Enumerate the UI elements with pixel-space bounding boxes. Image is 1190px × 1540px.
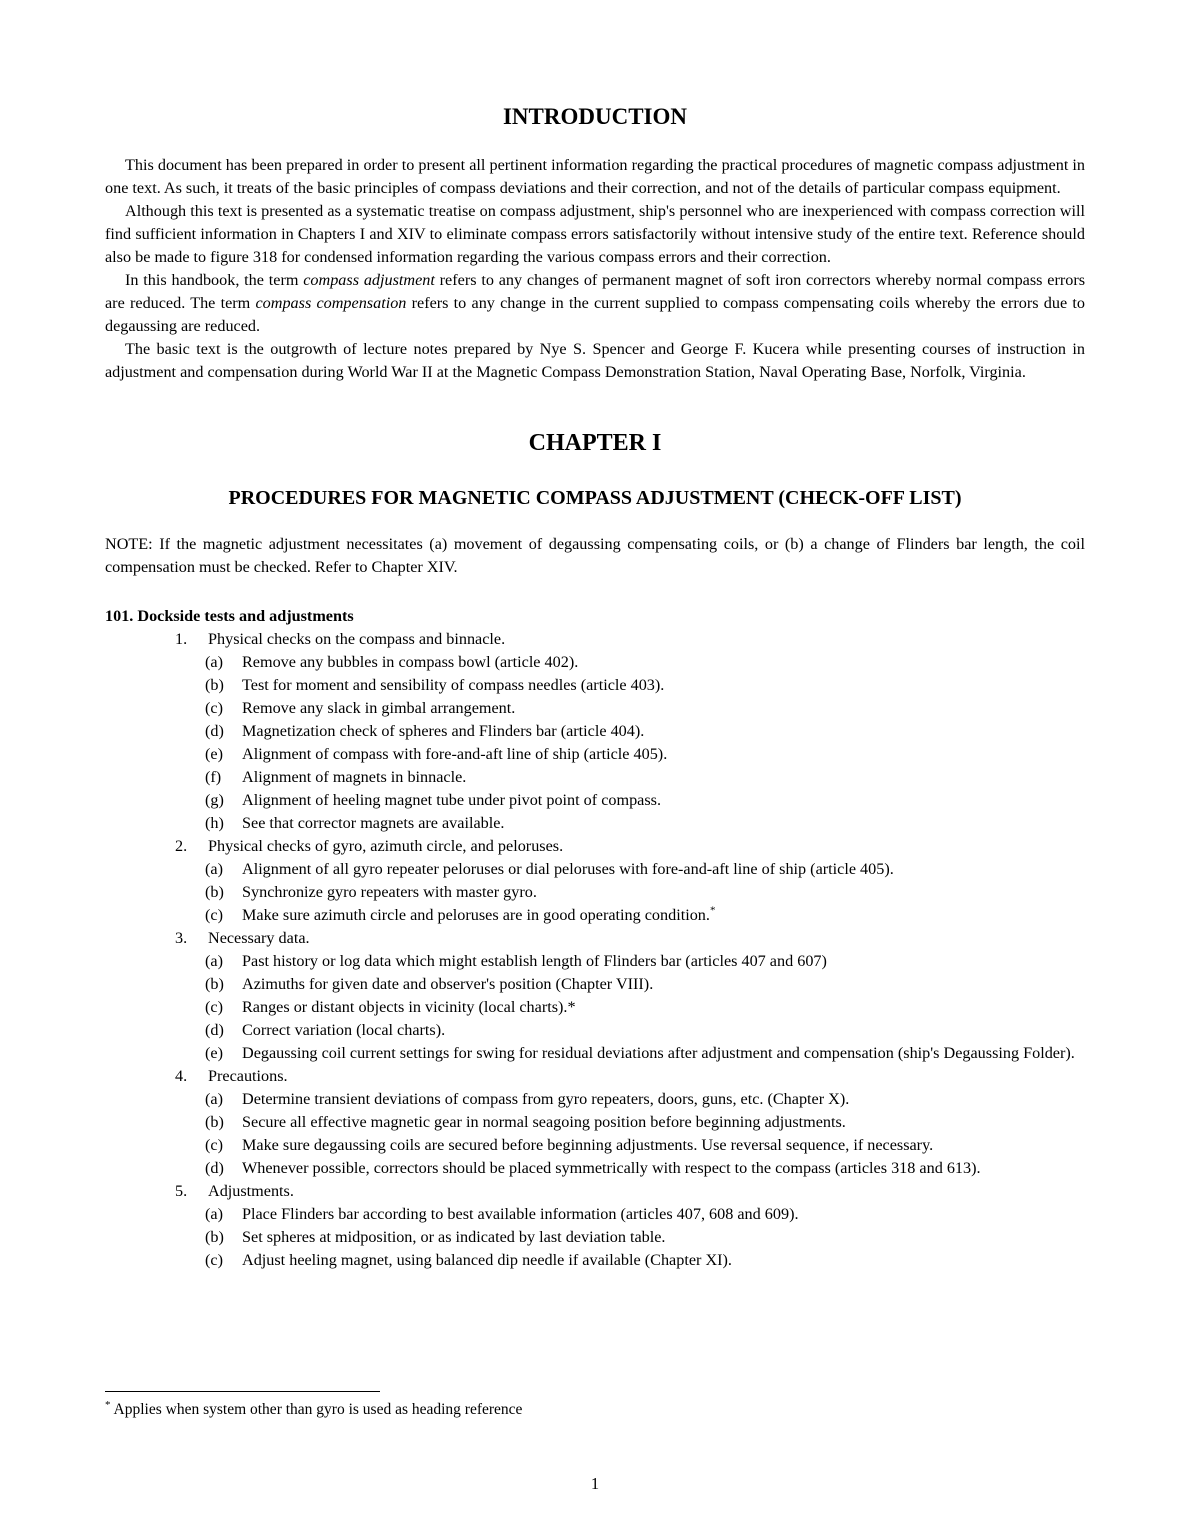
- checklist-subitem-text: Secure all effective magnetic gear in normal seagoing position before beginning adjustments.: [242, 1113, 846, 1131]
- checklist-item: [105, 835, 1085, 858]
- checklist-subitem-text: Set spheres at midposition, or as indicated by last deviation table.: [242, 1228, 666, 1246]
- paragraph-text: refers to any change in the current supplied to compass compensating coils whereby the errors due to degaussing are reduced.: [105, 294, 1085, 335]
- paragraph-text: Although this text is presented as a systematic treatise on compass adjustment, ship's personnel who are inexperienced with compass correction will find sufficient information in Chapters I and XIV to eliminate compass errors satisfactorily without intensive study of the entire text. Reference should also be made to figure 318 for condensed information regarding the various compass errors and their correction.: [105, 202, 1085, 266]
- checklist-subitem-text: Synchronize gyro repeaters with master gyro.: [242, 883, 537, 901]
- checklist-item-label: Physical checks on the compass and binnacle.: [208, 630, 506, 648]
- intro-paragraph: [105, 200, 1085, 269]
- intro-paragraph: [105, 338, 1085, 384]
- chapter-title: CHAPTER I: [528, 430, 662, 456]
- footnote-text: Applies when system other than gyro is used as heading reference: [113, 1401, 523, 1418]
- footnote: [105, 1398, 1085, 1419]
- page-number: 1: [590, 1474, 600, 1493]
- checklist-subitem: [105, 1019, 1085, 1042]
- checklist-subitem: [105, 1042, 1085, 1065]
- checklist-subitem-letter: (a): [205, 1090, 223, 1108]
- checklist-subitem-letter: (b): [205, 883, 224, 901]
- checklist-subitem-text: Magnetization check of spheres and Flinders bar (article 404).: [242, 722, 645, 740]
- checklist-subitem-text: Place Flinders bar according to best available information (articles 407, 608 and 609).: [242, 1205, 799, 1223]
- checklist-item-number: 5.: [175, 1182, 188, 1200]
- checklist-item-number: 1.: [175, 630, 188, 648]
- checklist-subitem-text: Alignment of all gyro repeater peloruses or dial peloruses with fore-and-aft line of ship (article 405).: [242, 860, 894, 878]
- checklist-subitem: [105, 904, 1085, 927]
- italic-term: compass compensation: [255, 294, 407, 312]
- checklist-subitem-text: Past history or log data which might establish length of Flinders bar (articles 407 and 607): [242, 952, 827, 970]
- paragraph-text: This document has been prepared in order to present all pertinent information regarding the practical procedures of magnetic compass adjustment in one text. As such, it treats of the basic principles of compass deviations and their correction, and not of the details of particular compass equipment.: [105, 156, 1085, 197]
- paragraph-text: The basic text is the outgrowth of lecture notes prepared by Nye S. Spencer and George F. Kucera while presenting courses of instruction in adjustment and compensation during World War II at the Magnetic Compass Demonstration Station, Naval Operating Base, Norfolk, Virginia.: [105, 340, 1085, 381]
- checklist-subitem-text: Remove any bubbles in compass bowl (article 402).: [242, 653, 579, 671]
- checklist-subitem-letter: (a): [205, 860, 223, 878]
- checklist-item: [105, 1180, 1085, 1203]
- checklist-subitem: [105, 766, 1085, 789]
- checklist-subitem: [105, 950, 1085, 973]
- checklist-subitem-letter: (b): [205, 1228, 224, 1246]
- checklist-subitem: [105, 1226, 1085, 1249]
- checklist-item: [105, 927, 1085, 950]
- checklist-subitem: [105, 743, 1085, 766]
- section-heading: 101. Dockside tests and adjustments: [105, 607, 354, 625]
- checklist-subitem: [105, 858, 1085, 881]
- checklist-subitem: [105, 651, 1085, 674]
- checklist-subitem-text: Test for moment and sensibility of compass needles (article 403).: [242, 676, 665, 694]
- intro-paragraph: [105, 154, 1085, 200]
- paragraph-text: In this handbook, the term: [125, 271, 304, 289]
- checklist-subitem: [105, 1088, 1085, 1111]
- checklist-subitem-letter: (d): [205, 1021, 224, 1039]
- checklist-subitem-letter: (d): [205, 1159, 224, 1177]
- checklist-subitem: [105, 1134, 1085, 1157]
- checklist-subitem: [105, 1249, 1085, 1272]
- checklist-subitem: [105, 1203, 1085, 1226]
- checklist-subitem-letter: (c): [205, 699, 223, 717]
- checklist-item-label: Physical checks of gyro, azimuth circle, and peloruses.: [208, 837, 564, 855]
- intro-paragraphs: [105, 154, 1085, 384]
- checklist-subitem-text: Degaussing coil current settings for swing for residual deviations after adjustment and compensation (ship's Degaussing Folder).: [242, 1044, 1075, 1062]
- footnote-area: [105, 1391, 1085, 1419]
- checklist-subitem-text: Ranges or distant objects in vicinity (local charts).*: [242, 998, 576, 1016]
- checklist-subitem: [105, 789, 1085, 812]
- checklist: [105, 628, 1085, 1272]
- checklist-item: [105, 1065, 1085, 1088]
- checklist-subitem-text: Azimuths for given date and observer's position (Chapter VIII).: [242, 975, 654, 993]
- checklist-subitem-letter: (a): [205, 952, 223, 970]
- footnote-reference-marker: *: [709, 904, 716, 917]
- checklist-subitem-letter: (a): [205, 1205, 223, 1223]
- checklist-subitem: [105, 720, 1085, 743]
- checklist-subitem-text: Adjust heeling magnet, using balanced dip needle if available (Chapter XI).: [242, 1251, 732, 1269]
- footnote-marker: *: [105, 1398, 111, 1411]
- checklist-subitem-text: Alignment of magnets in binnacle.: [242, 768, 467, 786]
- checklist-subitem-letter: (c): [205, 1136, 223, 1154]
- checklist-subitem-letter: (h): [205, 814, 224, 832]
- checklist-subitem-text: Alignment of heeling magnet tube under pivot point of compass.: [242, 791, 661, 809]
- checklist-subitem-letter: (e): [205, 1044, 223, 1062]
- chapter-note: NOTE: If the magnetic adjustment necessitates (a) movement of degaussing compensating coils, or (b) a change of Flinders bar length, the coil compensation must be checked. Refer to Chapter XIV.: [105, 535, 1085, 576]
- checklist-subitem-letter: (b): [205, 975, 224, 993]
- checklist-subitem-text: Make sure degaussing coils are secured before beginning adjustments. Use reversal sequence, if necessary.: [242, 1136, 934, 1154]
- checklist-subitem: [105, 1157, 1085, 1180]
- checklist-item-label: Adjustments.: [208, 1182, 294, 1200]
- checklist-subitem-letter: (g): [205, 791, 224, 809]
- checklist-subitem: [105, 973, 1085, 996]
- checklist-subitem-letter: (c): [205, 906, 223, 924]
- intro-paragraph: [105, 269, 1085, 338]
- checklist-subitem: [105, 697, 1085, 720]
- checklist-subitem-text: Remove any slack in gimbal arrangement.: [242, 699, 516, 717]
- checklist-subitem-text: Correct variation (local charts).: [242, 1021, 446, 1039]
- checklist-item-number: 2.: [175, 837, 188, 855]
- checklist-item-label: Precautions.: [208, 1067, 288, 1085]
- checklist-subitem: [105, 1111, 1085, 1134]
- checklist-subitem-text: Determine transient deviations of compass from gyro repeaters, doors, guns, etc. (Chapter X).: [242, 1090, 850, 1108]
- checklist-subitem-letter: (b): [205, 676, 224, 694]
- checklist-subitem-letter: (d): [205, 722, 224, 740]
- paragraph-text: refers to any changes of permanent magnet of soft iron correctors whereby normal compass errors are reduced. The term: [105, 271, 1086, 312]
- checklist-item: [105, 628, 1085, 651]
- checklist-subitem: [105, 674, 1085, 697]
- footnote-rule: [105, 1391, 380, 1392]
- checklist-item-number: 3.: [175, 929, 188, 947]
- intro-title: INTRODUCTION: [502, 104, 688, 129]
- checklist-subitem: [105, 881, 1085, 904]
- checklist-subitem-text: Whenever possible, correctors should be placed symmetrically with respect to the compass (articles 318 and 613).: [242, 1159, 981, 1177]
- checklist-subitem-text: See that corrector magnets are available.: [242, 814, 505, 832]
- checklist-subitem: [105, 996, 1085, 1019]
- checklist-subitem-letter: (b): [205, 1113, 224, 1131]
- checklist-subitem-text: Alignment of compass with fore-and-aft line of ship (article 405).: [242, 745, 668, 763]
- checklist-item-label: Necessary data.: [208, 929, 310, 947]
- checklist-subitem-letter: (e): [205, 745, 223, 763]
- checklist-subitem-letter: (f): [205, 768, 222, 786]
- italic-term: compass adjustment: [303, 271, 435, 289]
- checklist-subitem-letter: (a): [205, 653, 223, 671]
- checklist-subitem: [105, 812, 1085, 835]
- checklist-subitem-letter: (c): [205, 998, 223, 1016]
- chapter-subtitle: PROCEDURES FOR MAGNETIC COMPASS ADJUSTMENT (CHECK-OFF LIST): [228, 487, 962, 509]
- checklist-item-number: 4.: [175, 1067, 188, 1085]
- checklist-subitem-letter: (c): [205, 1251, 223, 1269]
- checklist-subitem-text: Make sure azimuth circle and peloruses are in good operating condition.*: [242, 904, 716, 924]
